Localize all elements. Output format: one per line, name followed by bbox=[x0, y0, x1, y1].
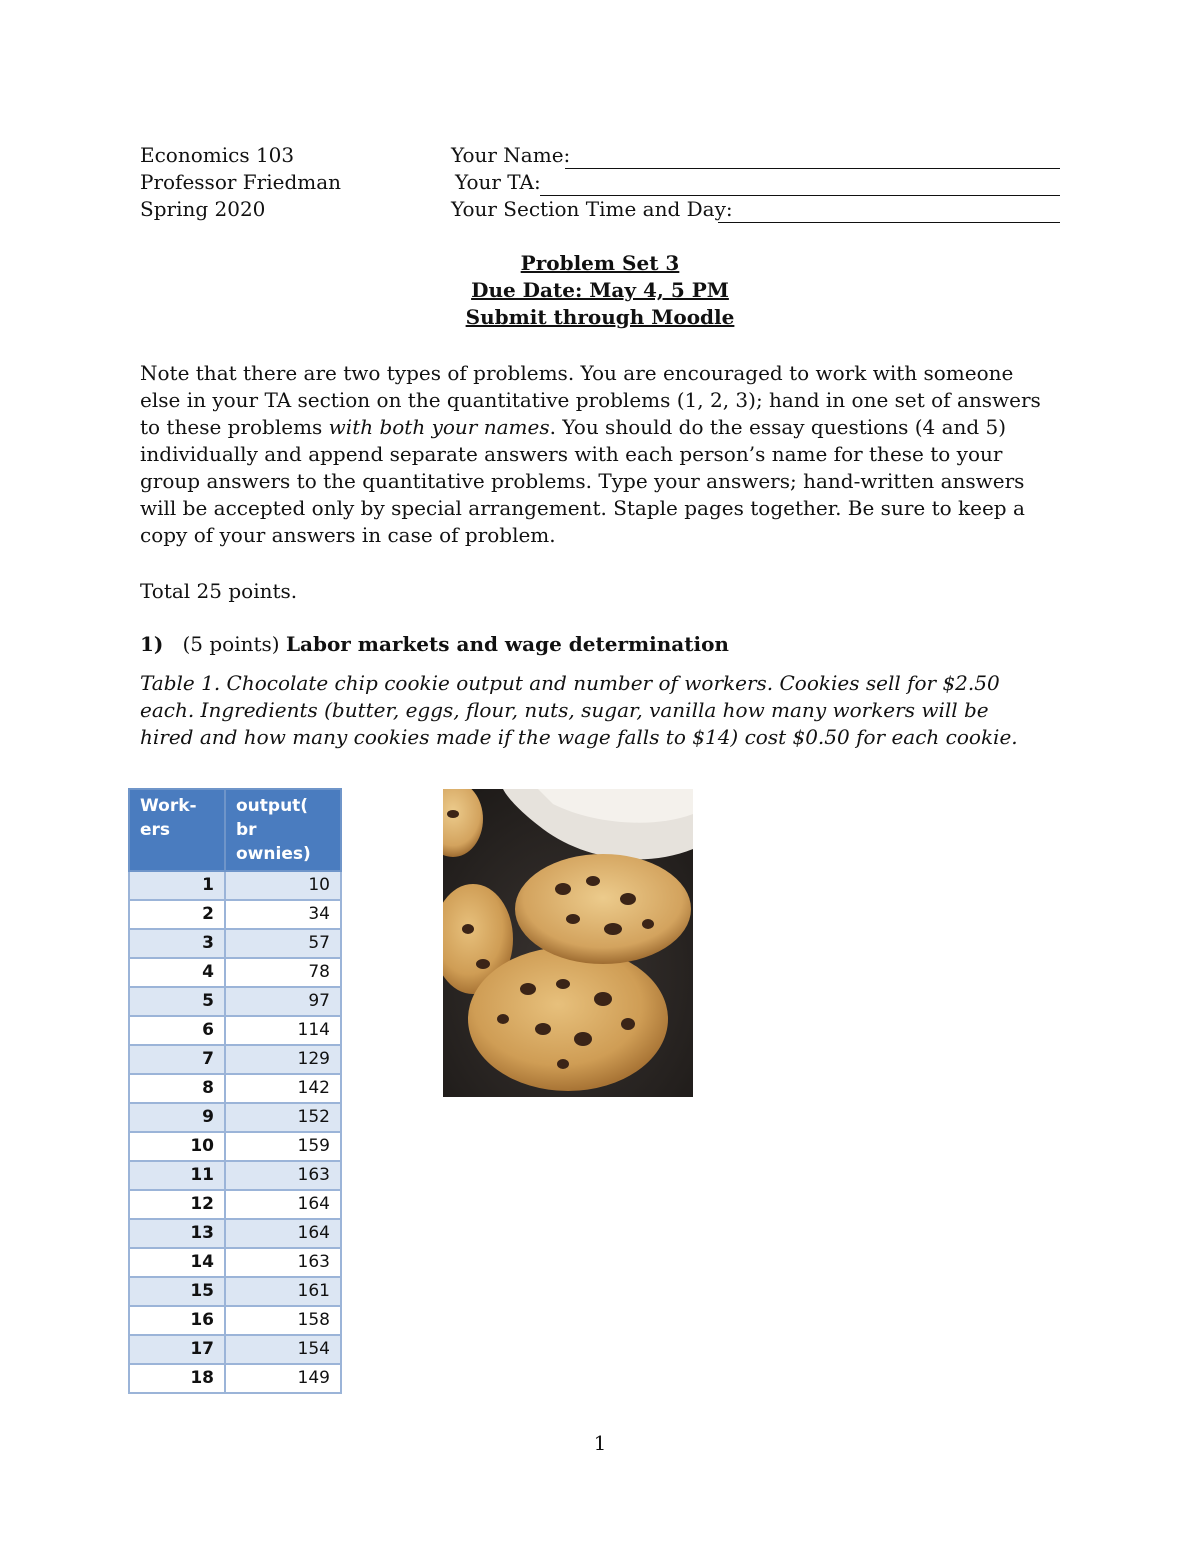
output-cell: 154 bbox=[225, 1335, 341, 1364]
table-row bbox=[129, 1045, 341, 1074]
workers-cell: 14 bbox=[129, 1248, 225, 1277]
workers-cell: 13 bbox=[129, 1219, 225, 1248]
workers-cell: 10 bbox=[129, 1132, 225, 1161]
instructions-emphasis: with both your names bbox=[328, 415, 550, 439]
workers-cell: 11 bbox=[129, 1161, 225, 1190]
output-cell: 163 bbox=[225, 1161, 341, 1190]
workers-cell: 7 bbox=[129, 1045, 225, 1074]
workers-cell: 5 bbox=[129, 987, 225, 1016]
table-row bbox=[129, 1364, 341, 1393]
total-points: Total 25 points. bbox=[140, 579, 298, 603]
table-row bbox=[129, 1277, 341, 1306]
submission-note: Submit through Moodle bbox=[465, 305, 735, 329]
ta-label: Your TA: bbox=[455, 170, 541, 194]
output-cell: 164 bbox=[225, 1219, 341, 1248]
ta-field-line[interactable] bbox=[540, 169, 1060, 196]
workers-cell: 12 bbox=[129, 1190, 225, 1219]
question-title: Labor markets and wage determination bbox=[285, 632, 729, 656]
table-row bbox=[129, 1016, 341, 1045]
table-row bbox=[129, 929, 341, 958]
output-cell: 158 bbox=[225, 1306, 341, 1335]
name-label: Your Name: bbox=[451, 143, 571, 167]
table-row bbox=[129, 871, 341, 900]
workers-cell: 16 bbox=[129, 1306, 225, 1335]
workers-cell: 9 bbox=[129, 1103, 225, 1132]
table-row bbox=[129, 1306, 341, 1335]
output-cell: 163 bbox=[225, 1248, 341, 1277]
table-row bbox=[129, 1103, 341, 1132]
workers-cell: 2 bbox=[129, 900, 225, 929]
workers-cell: 18 bbox=[129, 1364, 225, 1393]
workers-cell: 17 bbox=[129, 1335, 225, 1364]
professor-name: Professor Friedman bbox=[140, 170, 342, 194]
table-row bbox=[129, 1132, 341, 1161]
workers-cell: 15 bbox=[129, 1277, 225, 1306]
output-cell: 142 bbox=[225, 1074, 341, 1103]
output-cell: 161 bbox=[225, 1277, 341, 1306]
instructions-paragraph bbox=[140, 360, 1050, 549]
problem-set-title: Problem Set 3 bbox=[520, 251, 680, 275]
output-header: output( br ownies) bbox=[225, 789, 341, 871]
output-cell: 129 bbox=[225, 1045, 341, 1074]
workers-cell: 6 bbox=[129, 1016, 225, 1045]
output-cell: 164 bbox=[225, 1190, 341, 1219]
table-row bbox=[129, 900, 341, 929]
output-cell: 114 bbox=[225, 1016, 341, 1045]
name-field-line[interactable] bbox=[565, 142, 1060, 169]
question-points: (5 points) bbox=[182, 632, 280, 656]
output-cell: 78 bbox=[225, 958, 341, 987]
course-name: Economics 103 bbox=[140, 143, 295, 167]
section-field-line[interactable] bbox=[718, 196, 1060, 223]
table-row bbox=[129, 1161, 341, 1190]
workers-cell: 3 bbox=[129, 929, 225, 958]
table-row bbox=[129, 1335, 341, 1364]
workers-cell: 4 bbox=[129, 958, 225, 987]
output-cell: 10 bbox=[225, 871, 341, 900]
due-date: Due Date: May 4, 5 PM bbox=[471, 278, 729, 302]
output-table bbox=[128, 788, 342, 1394]
table-caption: Table 1. Chocolate chip cookie output and number of workers. Cookies sell for $2.50 each. Ingredients (butter, eggs, flour, nuts, sugar, vanilla how many workers will be hired and how many cookies made if the wage falls to $14) cost $0.50 for each cookie. bbox=[140, 671, 1018, 749]
output-cell: 149 bbox=[225, 1364, 341, 1393]
question-1-heading bbox=[140, 631, 1050, 658]
output-cell: 97 bbox=[225, 987, 341, 1016]
instructions-text-2: . You should do the essay questions (4 and 5) individually and append separate answers with each person’s name for these to your group answers to the quantitative problems. Type your answers; hand-written answers will be accepted only by special arrangement. Staple pages together. Be sure to keep a copy of your answers in case of problem. bbox=[140, 415, 1025, 547]
section-label: Your Section Time and Day: bbox=[451, 197, 733, 221]
table-row bbox=[129, 987, 341, 1016]
table-row bbox=[129, 958, 341, 987]
term: Spring 2020 bbox=[140, 197, 266, 221]
workers-cell: 8 bbox=[129, 1074, 225, 1103]
cookie-photo bbox=[443, 789, 693, 1097]
output-cell: 57 bbox=[225, 929, 341, 958]
table-row bbox=[129, 1219, 341, 1248]
workers-header: Work- ers bbox=[129, 789, 225, 871]
table-row bbox=[129, 1248, 341, 1277]
instructions-text-1: Note that there are two types of problems. You are encouraged to work with someone else in your TA section on the quantitative problems (1, 2, 3); hand in one set of answers to these problems bbox=[140, 361, 1041, 439]
question-number: 1) bbox=[140, 632, 164, 656]
table-row bbox=[129, 1190, 341, 1219]
table-row bbox=[129, 1074, 341, 1103]
workers-cell: 1 bbox=[129, 871, 225, 900]
page-number: 1 bbox=[593, 1431, 607, 1455]
output-cell: 34 bbox=[225, 900, 341, 929]
output-cell: 159 bbox=[225, 1132, 341, 1161]
output-cell: 152 bbox=[225, 1103, 341, 1132]
